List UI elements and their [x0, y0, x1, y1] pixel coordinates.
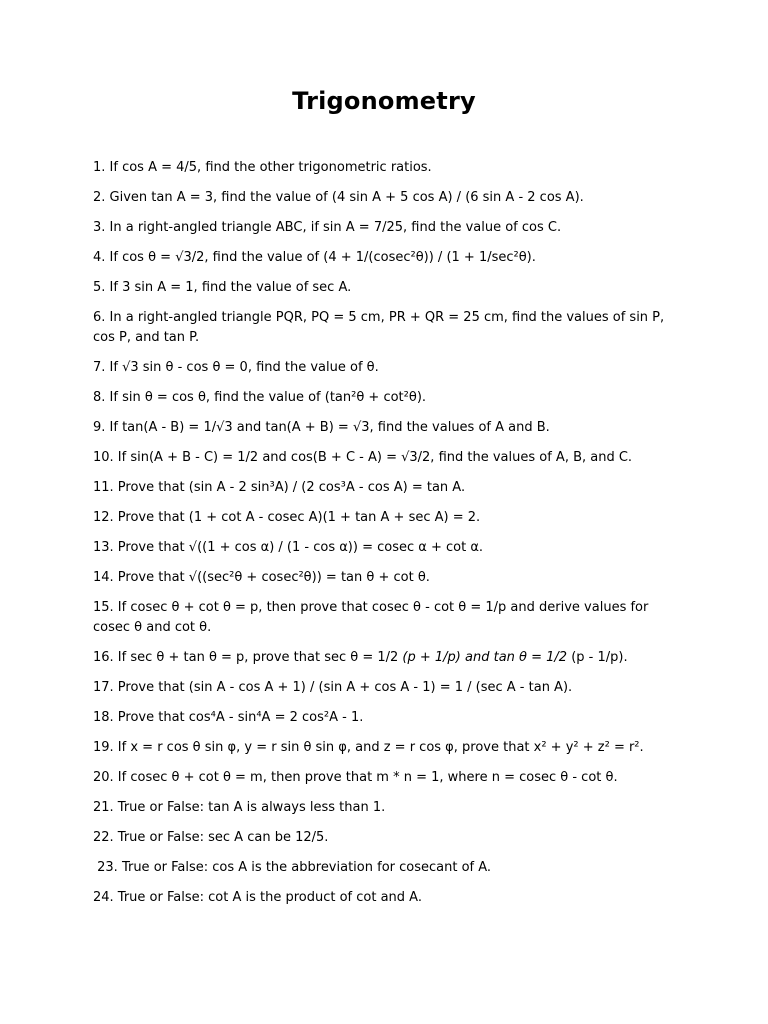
question-19: 19. If x = r cos θ sin φ, y = r sin θ sin φ, and z = r cos φ, prove that x² + y² + z² = r².	[93, 740, 644, 755]
question-10: 10. If sin(A + B - C) = 1/2 and cos(B + C - A) = √3/2, find the values of A, B, and C.	[93, 450, 633, 465]
question-16-suffix: (p - 1/p).	[567, 650, 628, 665]
question-14: 14. Prove that √((sec²θ + cosec²θ)) = tan θ + cot θ.	[93, 570, 430, 585]
question-9: 9. If tan(A - B) = 1/√3 and tan(A + B) = √3, find the values of A and B.	[93, 420, 550, 435]
question-3: 3. In a right-angled triangle ABC, if sin A = 7/25, find the value of cos C.	[93, 220, 562, 235]
question-16-prefix: 16. If sec θ + tan θ = p, prove that sec θ = 1/2	[93, 650, 403, 665]
question-11: 11. Prove that (sin A - 2 sin³A) / (2 cos³A - cos A) = tan A.	[93, 480, 466, 495]
question-16	[93, 648, 683, 668]
question-2: 2. Given tan A = 3, find the value of (4 sin A + 5 cos A) / (6 sin A - 2 cos A).	[93, 190, 584, 205]
question-13: 13. Prove that √((1 + cos α) / (1 - cos α)) = cosec α + cot α.	[93, 540, 484, 555]
question-21: 21. True or False: tan A is always less than 1.	[93, 800, 386, 815]
question-18: 18. Prove that cos⁴A - sin⁴A = 2 cos²A - 1.	[93, 710, 364, 725]
question-23: 23. True or False: cos A is the abbreviation for cosecant of A.	[93, 860, 492, 875]
question-17: 17. Prove that (sin A - cos A + 1) / (sin A + cos A - 1) = 1 / (sec A - tan A).	[93, 680, 573, 695]
page-title: Trigonometry	[292, 87, 476, 115]
question-20: 20. If cosec θ + cot θ = m, then prove that m * n = 1, where n = cosec θ - cot θ.	[93, 770, 618, 785]
question-16-italic: (p + 1/p) and tan θ = 1/2	[402, 650, 568, 665]
question-24: 24. True or False: cot A is the product of cot and A.	[93, 890, 422, 905]
question-6: 6. In a right-angled triangle PQR, PQ = 5 cm, PR + QR = 25 cm, find the values of sin P, cos P, and tan P.	[93, 310, 665, 345]
question-4: 4. If cos θ = √3/2, find the value of (4 + 1/(cosec²θ)) / (1 + 1/sec²θ).	[93, 250, 536, 265]
question-7: 7. If √3 sin θ - cos θ = 0, find the value of θ.	[93, 360, 379, 375]
question-12: 12. Prove that (1 + cot A - cosec A)(1 + tan A + sec A) = 2.	[93, 510, 481, 525]
question-8: 8. If sin θ = cos θ, find the value of (tan²θ + cot²θ).	[93, 390, 427, 405]
question-1: 1. If cos A = 4/5, find the other trigonometric ratios.	[93, 160, 432, 175]
question-22: 22. True or False: sec A can be 12/5.	[93, 830, 329, 845]
question-5: 5. If 3 sin A = 1, find the value of sec A.	[93, 280, 352, 295]
question-list	[93, 158, 683, 918]
question-15: 15. If cosec θ + cot θ = p, then prove that cosec θ - cot θ = 1/p and derive values for cosec θ and cot θ.	[93, 600, 649, 635]
